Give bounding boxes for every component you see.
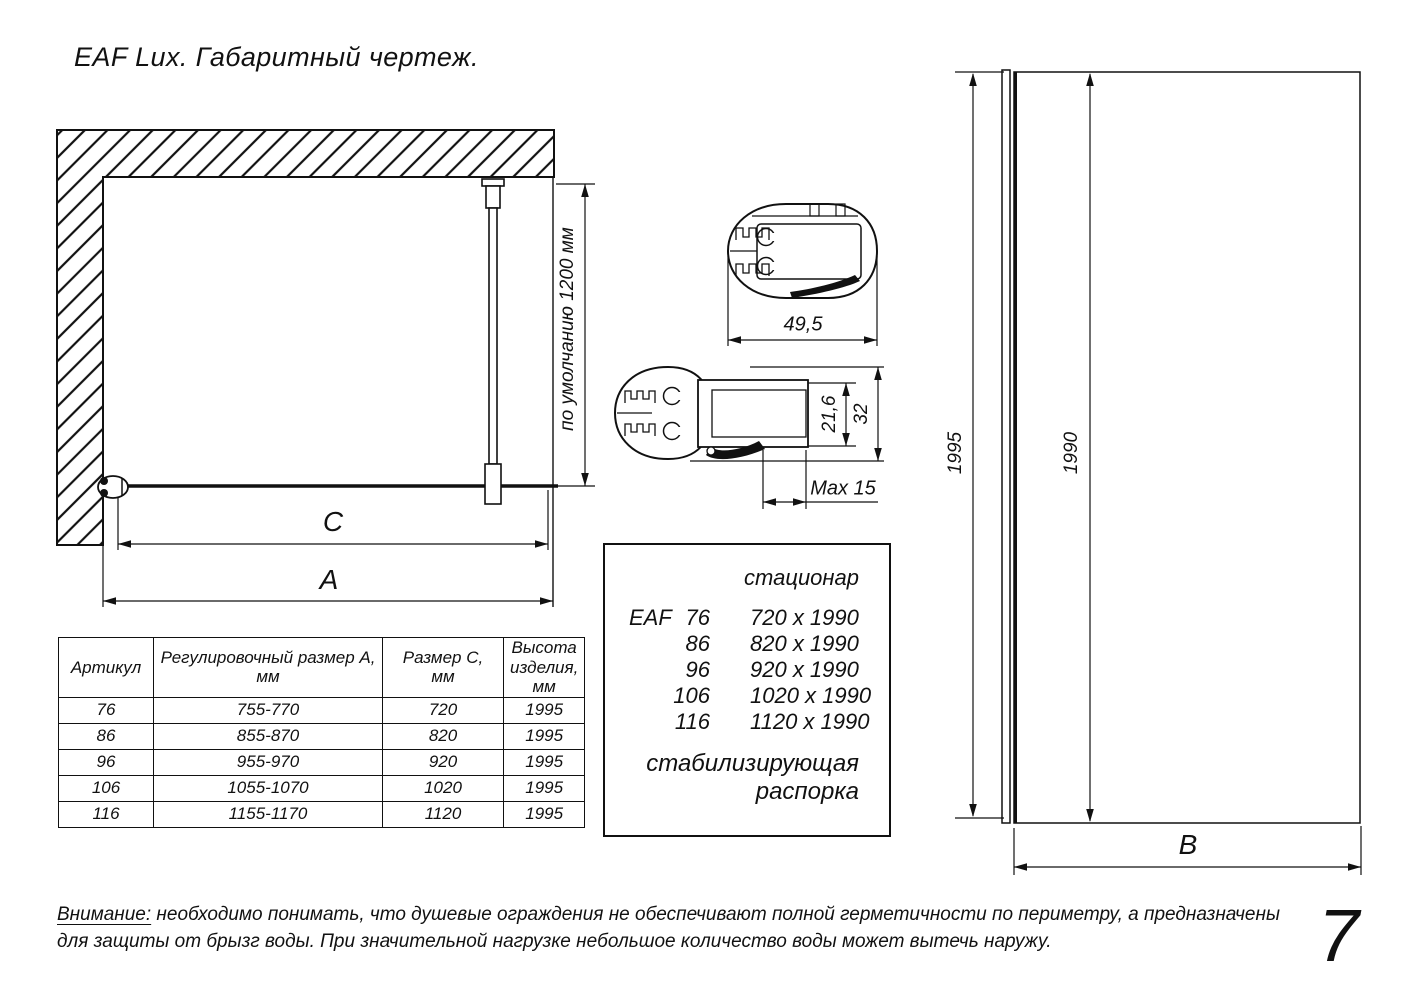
profile-section-bottom xyxy=(615,367,884,461)
spec-box-header: стационар xyxy=(744,565,859,590)
table-cell: 855-870 xyxy=(154,723,383,749)
spec-size: 720 x 1990 xyxy=(750,605,859,630)
table-cell: 106 xyxy=(59,775,154,801)
table-cell: 755-770 xyxy=(154,697,383,723)
table-row xyxy=(59,801,585,827)
dim-label-c: C xyxy=(322,506,344,537)
dim-label-max-15: Max 15 xyxy=(810,477,876,500)
table-header-height: Высота изделия, мм xyxy=(504,638,585,698)
warning-line1-text: необходимо понимать, что душевые ограждения не обеспечивают полной герметичности по периметру, а предназначены xyxy=(151,904,1280,925)
table-cell: 1020 xyxy=(383,775,504,801)
spec-row xyxy=(605,657,889,683)
table-row xyxy=(59,723,585,749)
table-cell: 1995 xyxy=(504,697,585,723)
spec-row xyxy=(605,605,889,631)
table-cell: 1995 xyxy=(504,723,585,749)
table-cell: 76 xyxy=(59,697,154,723)
table-cell: 920 xyxy=(383,749,504,775)
dim-label-1990: 1990 xyxy=(1061,431,1082,475)
spec-row xyxy=(605,631,889,657)
warning-emphasis: Внимание: xyxy=(57,904,152,925)
spec-size: 920 x 1990 xyxy=(750,657,859,682)
table-cell: 1995 xyxy=(504,775,585,801)
warning-note xyxy=(57,901,1280,955)
spec-code: 116 xyxy=(674,709,710,734)
table-row xyxy=(59,697,585,723)
dim-label-1995: 1995 xyxy=(945,431,966,475)
table-cell: 1055-1070 xyxy=(154,775,383,801)
spec-code: 76 xyxy=(685,605,710,630)
table-row xyxy=(59,749,585,775)
table-cell: 720 xyxy=(383,697,504,723)
stabilizer-bar xyxy=(482,179,504,504)
dim-label-32: 32 xyxy=(851,403,872,425)
table-cell: 116 xyxy=(59,801,154,827)
table-header-row xyxy=(59,638,585,698)
spec-size: 1120 x 1990 xyxy=(750,709,870,734)
glass-panel-plan-view xyxy=(104,177,595,607)
spec-size: 820 x 1990 xyxy=(750,631,859,656)
wall-clamp xyxy=(98,476,128,498)
spec-code: 106 xyxy=(673,683,710,708)
table-header-articul: Артикул xyxy=(59,638,154,698)
spec-box-footer-line1: стабилизирующая xyxy=(646,750,859,777)
table-header-size-a: Регулировочный размер А, мм xyxy=(154,638,383,698)
spec-box-footer-line2: распорка xyxy=(755,778,859,805)
dim-label-b: B xyxy=(1178,829,1198,860)
table-cell: 1995 xyxy=(504,749,585,775)
table-cell: 820 xyxy=(383,723,504,749)
warning-note-line1 xyxy=(57,901,1280,928)
dim-label-21-6: 21,6 xyxy=(819,395,840,433)
profile-section-top xyxy=(728,204,877,298)
spec-code: 96 xyxy=(685,657,710,682)
table-row xyxy=(59,775,585,801)
spec-row xyxy=(605,683,889,709)
page-number: 7 xyxy=(1318,894,1360,977)
dim-label-49-5: 49,5 xyxy=(783,313,823,336)
spec-box xyxy=(603,543,891,837)
table-cell: 86 xyxy=(59,723,154,749)
dimensions-table xyxy=(58,637,585,828)
table-cell: 96 xyxy=(59,749,154,775)
spec-row xyxy=(605,709,889,735)
dim-label-a: A xyxy=(319,564,339,595)
side-view-panel xyxy=(1002,70,1360,823)
table-cell: 1120 xyxy=(383,801,504,827)
dim-label-default-1200: по умолчанию 1200 мм xyxy=(557,227,578,431)
wall-hatch xyxy=(57,130,554,545)
spec-series: EAF xyxy=(629,605,672,630)
page-title: EAF Lux. Габаритный чертеж. xyxy=(74,42,479,72)
table-header-size-c: Размер С, мм xyxy=(383,638,504,698)
warning-note-line2: для защиты от брызг воды. При значительной нагрузке небольшое количество воды может вытечь наружу. xyxy=(57,931,1052,952)
table-cell: 1155-1170 xyxy=(154,801,383,827)
table-cell: 1995 xyxy=(504,801,585,827)
table-cell: 955-970 xyxy=(154,749,383,775)
spec-code: 86 xyxy=(685,631,710,656)
spec-size: 1020 x 1990 xyxy=(750,683,872,708)
